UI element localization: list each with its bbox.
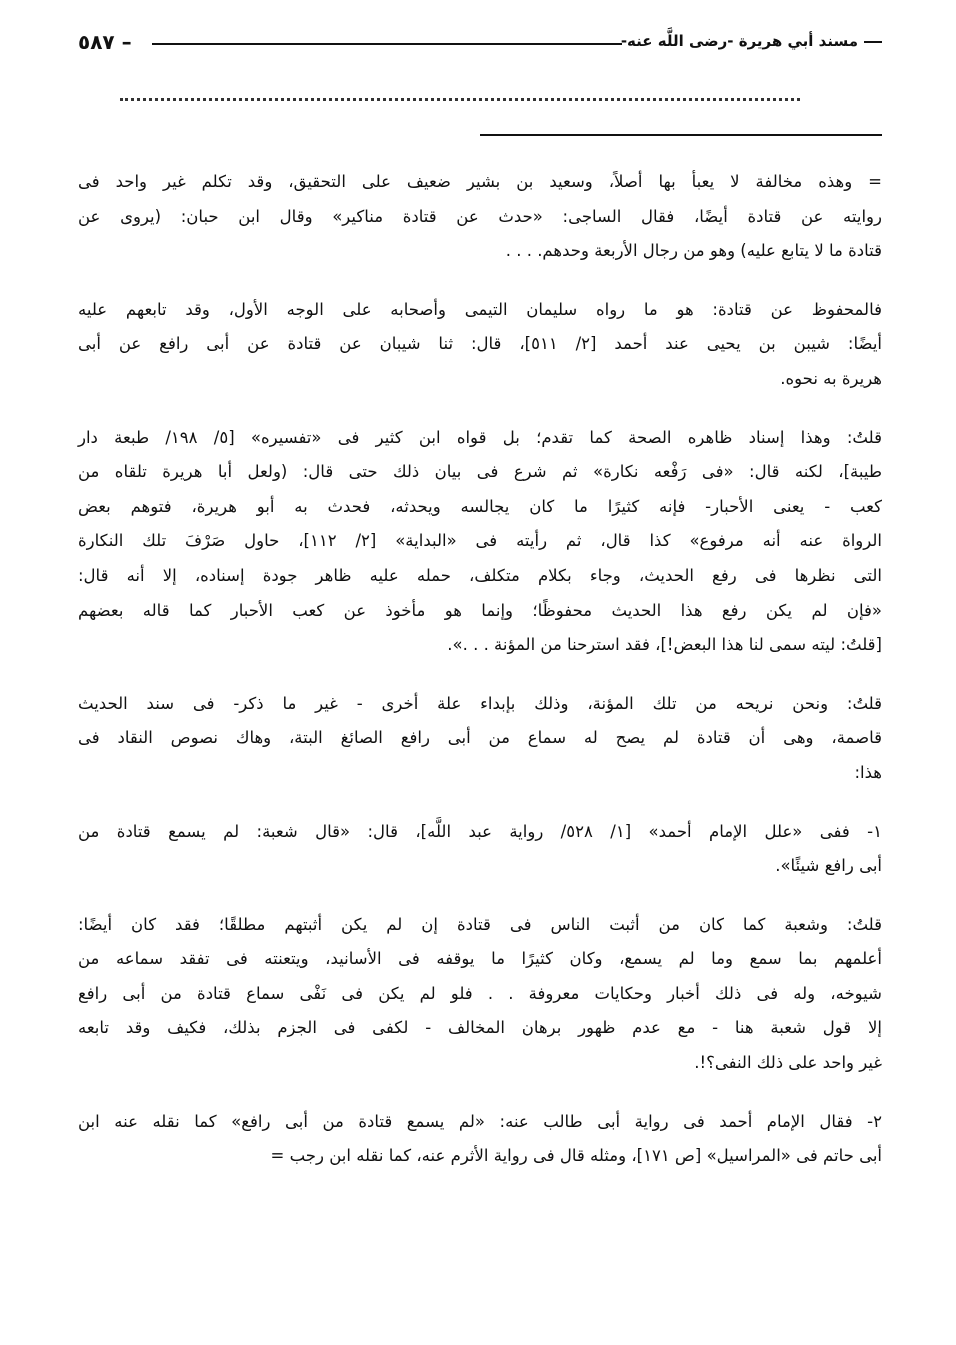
dotted-separator: [120, 98, 800, 101]
text-line: [قلتُ: ليته سمى لنا هذا البعض!]، فقد استرحنا من المؤنة . . .».: [447, 635, 882, 655]
text-line: ٢- فقال الإمام أحمد فى رواية أبى طالب عنه: «لم يسمع قتادة من أبى رافع» كما نقله عنه ابن: [78, 1111, 882, 1131]
text-line: قلتُ: ونحن نريحه من تلك المؤنة، وذلك بإبداء علة أخرى - غير ما ذكر- فى سند الحديث: [78, 693, 882, 713]
paragraph: [78, 815, 882, 884]
text-line: أبى رافع شيئًا».: [775, 856, 882, 876]
paragraph: [78, 687, 882, 791]
footnote-rule: [480, 134, 882, 136]
text-line: أبى حاتم فى «المراسيل» [ص ١٧١]، ومثله قال فى رواية الأثرم عنه، كما نقله ابن رجب =: [270, 1146, 882, 1166]
page-number: ٥٨٧ –: [78, 30, 132, 54]
text-line: ١- ففى «علل الإمام أحمد» [١/ ٥٢٨/ رواية عبد اللَّه]، قال: «قال شعبة: لم يسمع قتادة من: [78, 821, 882, 841]
text-line: روايته عن قتادة أيضًا، فقال الساجى: «حدث عن قتادة مناكير» وقال ابن حبان: (يروى عن: [78, 206, 882, 226]
header-rule: [152, 43, 622, 45]
text-line: كعب - يعنى الأحبار- فإنه كثيرًا ما كان يجالسه ويحدثه، فحدث به أبو هريرة، فتوهم بعض: [78, 496, 882, 516]
text-line: قاصمة، وهى أن قتادة لم يصح له سماع من أبى رافع الصائغ البتة، وهاك نصوص النقاد فى: [78, 728, 882, 748]
text-line: = وهذه مخالفة لا يعبأ بها أصلاً، وسعيد بن بشير ضعيف على التحقيق، وقد تكلم غير واحد فى: [78, 172, 882, 191]
text-line: شيوخه، وله فى ذلك أخبار وحكايات معروفة . . فلو لم يكن فى نَفْى سماع قتادة من أبى رافع: [78, 983, 882, 1003]
page-header: [78, 32, 882, 62]
text-line: أيضًا: شيبن بن يحيى عند أحمد [٢/ ٥١١]، قال: ثنا شيبان عن قتادة عن أبى رافع عن أبى: [78, 334, 882, 354]
text-line: هريرة به نحوه.: [780, 368, 882, 388]
text-line: هذا:: [854, 762, 882, 782]
body-text: [78, 165, 882, 1198]
text-line: الرواة عنه أنه مرفوع» كذا قال، ثم رأيته فى «البداية» [٢/ ١١٢]، حاول صَرْفَ تلك النكارة: [78, 531, 882, 551]
paragraph: [78, 908, 882, 1081]
text-line: قتادة ما لا يتابع عليه) وهو من رجال الأربعة وحدهم. . . .: [505, 241, 882, 261]
text-line: قلتُ: وهذا إسناد ظاهره الصحة كما تقدم؛ بل قواه ابن كثير فى «تفسيره» [٥/ ١٩٨/ طبعة دار: [78, 427, 882, 447]
text-line: فالمحفوظ عن قتادة: هو ما رواه سليمان التيمى وأصحابه على الوجه الأول، وقد تابعهم عليه: [78, 299, 882, 319]
text-line: «فإن لم يكن رفع هذا الحديث محفوظًا؛ وإنما هو مأخوذ عن كعب الأحبار كما قاله بعضهم: [78, 600, 882, 620]
paragraph: [78, 165, 882, 269]
text-line: التى نظرها فى رفع الحديث، وجاء بكلام متكلف، حمله عليه ظاهر جودة إسناده، إلا أنه قال:: [78, 565, 882, 585]
text-line: قلتُ: وشعبة كما كان من أثبت الناس فى قتادة إن لم يكن أثبتهم مطلقًا؛ فقد كان أيضًا:: [78, 914, 882, 934]
running-title: مسند أبي هريرة -رضى اللَّه عنه-: [613, 32, 882, 50]
paragraph: [78, 421, 882, 663]
text-line: طيبة]، لكنه قال: «فى رَفْعه نكارة» ثم شرع فى بيان ذلك حتى قال: (ولعل أبا هريرة تلقاه من: [78, 462, 882, 482]
paragraph: [78, 1105, 882, 1174]
text-line: أعلمهم بما سمع وما لم يسمع، وكان كثيرًا ما يوقفه فى الأسانيد، ويتعنته فى تفقد سماعه من: [78, 949, 882, 969]
paragraph: [78, 293, 882, 397]
text-line: غير واحد على ذلك النفى؟!.: [694, 1053, 882, 1073]
text-line: إلا قول شعبة هنا - مع عدم ظهور برهان المخالف - لكفى فى الجزم بذلك، فكيف وقد تابعه: [78, 1018, 882, 1038]
